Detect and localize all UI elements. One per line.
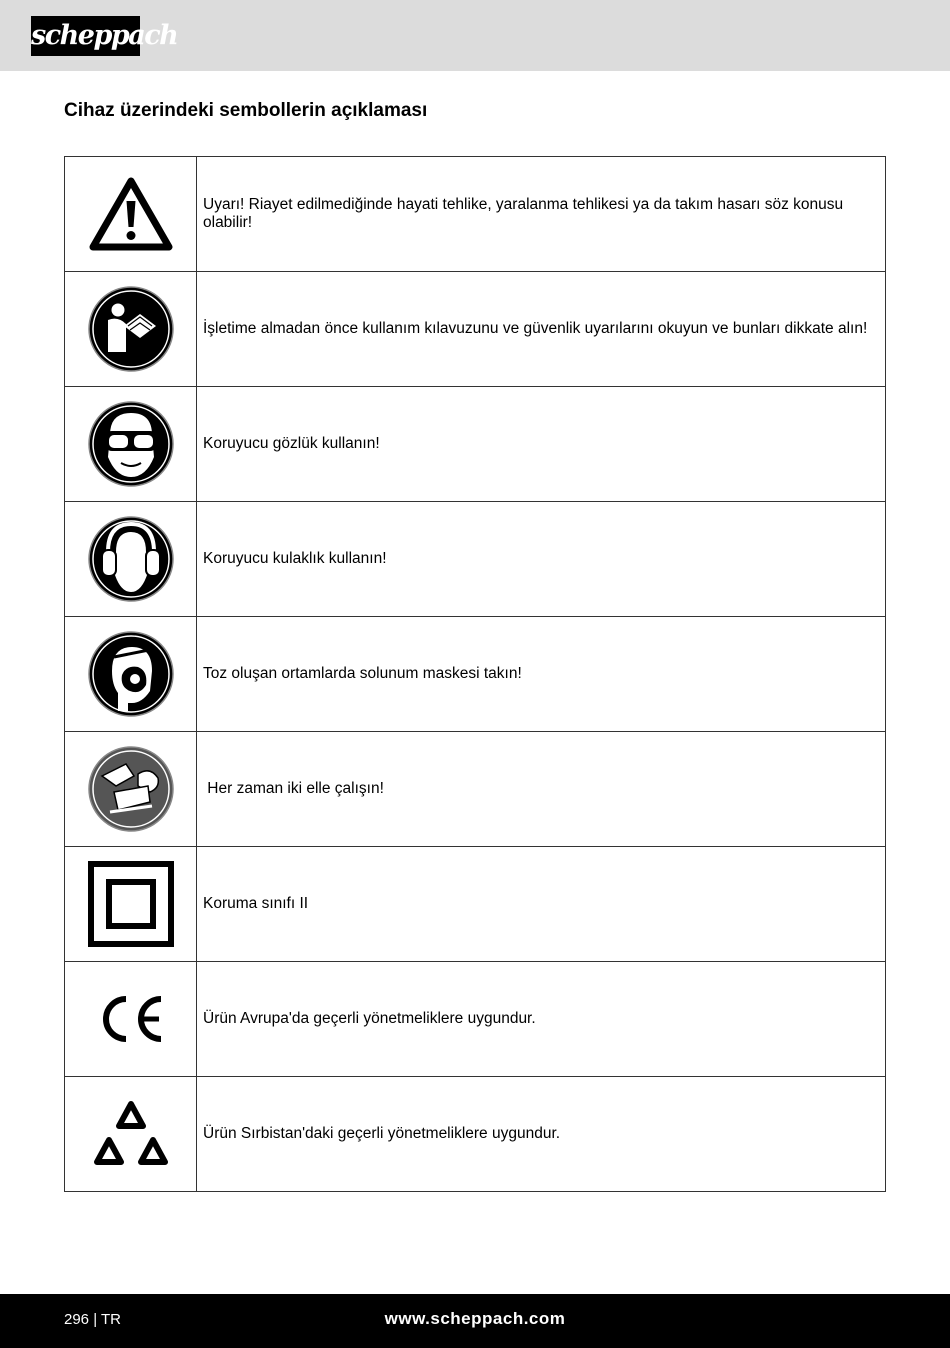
website-url: www.scheppach.com xyxy=(384,1309,566,1328)
warning-triangle-icon xyxy=(89,177,173,251)
read-manual-icon xyxy=(88,286,174,372)
symbol-description: Ürün Sırbistan'daki geçerli yönetmeliklere uygundur. xyxy=(197,1077,886,1192)
symbol-description: Uyarı! Riayet edilmediğinde hayati tehlike, yaralanma tehlikesi ya da takım hasarı söz konusu olabilir! xyxy=(197,157,886,272)
table-row xyxy=(65,387,886,502)
respirator-mask-icon xyxy=(88,631,174,717)
scheppach-logo: scheppach xyxy=(31,16,140,56)
table-row xyxy=(65,962,886,1077)
table-row xyxy=(65,157,886,272)
ear-protection-icon xyxy=(88,516,174,602)
header-bar xyxy=(0,0,950,71)
table-row xyxy=(65,847,886,962)
table-row xyxy=(65,272,886,387)
symbol-description: Koruyucu gözlük kullanın! xyxy=(197,387,886,502)
ce-mark-icon xyxy=(96,994,166,1044)
symbol-table xyxy=(64,156,886,1192)
footer-bar xyxy=(0,1294,950,1348)
table-row xyxy=(65,617,886,732)
table-row xyxy=(65,1077,886,1192)
two-hands-icon xyxy=(88,746,174,832)
symbol-description: Koruma sınıfı II xyxy=(197,847,886,962)
symbol-description: İşletime almadan önce kullanım kılavuzunu ve güvenlik uyarılarını okuyun ve bunları dikkate alın! xyxy=(197,272,886,387)
table-row xyxy=(65,502,886,617)
symbol-description: Her zaman iki elle çalışın! xyxy=(197,732,886,847)
symbol-description: Koruyucu kulaklık kullanın! xyxy=(197,502,886,617)
page-title: Cihaz üzerindeki sembollerin açıklaması xyxy=(64,100,428,121)
serbia-conformity-icon xyxy=(93,1100,169,1168)
protection-class-ii-icon xyxy=(88,861,174,947)
page-number: 296 | TR xyxy=(64,1311,121,1328)
safety-goggles-icon xyxy=(88,401,174,487)
symbol-description: Ürün Avrupa'da geçerli yönetmeliklere uygundur. xyxy=(197,962,886,1077)
table-row xyxy=(65,732,886,847)
symbol-description: Toz oluşan ortamlarda solunum maskesi takın! xyxy=(197,617,886,732)
